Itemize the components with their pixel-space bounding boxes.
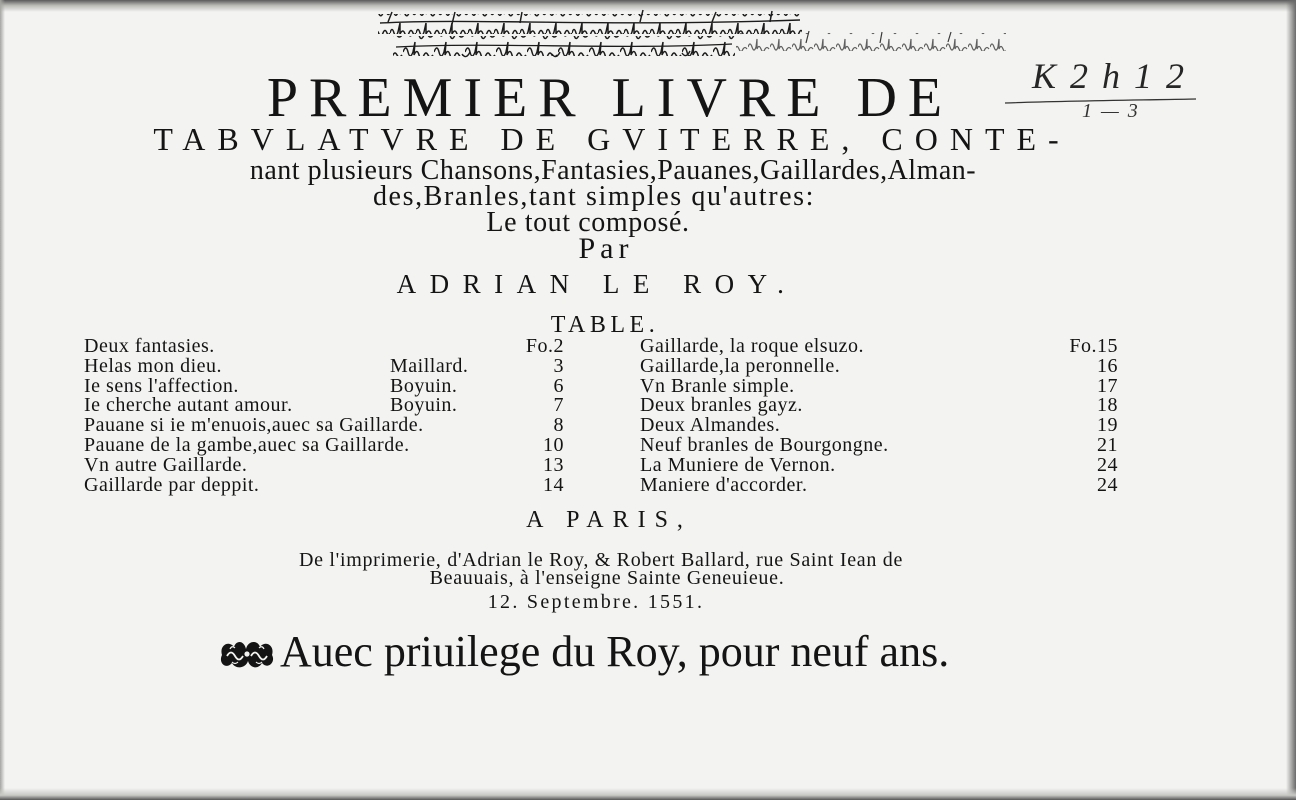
shelfmark-handwritten: K2h12 [1032,56,1199,96]
contents-right-column [640,337,1118,495]
folio-number: 13 [543,453,564,476]
title-line-2: TABVLATVRE DE GVITERRE, CONTE- [153,121,1071,157]
folio-number: 10 [543,433,564,456]
piece-title: Deux fantasies. [84,335,215,357]
folio-number: 24 [1097,473,1118,496]
title-line-3: nant plusieurs Chansons,Fantasies,Pauanes,Gaillardes,Alman- [249,155,977,186]
table-heading: TABLE. [550,312,660,338]
contents-row [84,337,564,357]
folio-number: 3 [553,354,564,377]
piece-title: Gaillarde, la roque elsuzo. [640,335,864,357]
piece-title: Helas mon dieu. [84,354,223,377]
composer-name: Boyuin. [390,394,458,417]
imprint-date: 12. Septembre. 1551. [487,591,705,613]
piece-title: Deux branles gayz. [640,394,803,417]
scan-edge-bottom [0,788,1296,800]
folio-number: 18 [1097,394,1118,417]
piece-title: Gaillarde par deppit. [84,473,260,496]
contents-row [84,453,564,476]
folio-number: 19 [1097,414,1118,437]
scan-edge-right [1286,0,1296,800]
shelfmark-subscript: 1 — 3 [1082,100,1140,122]
piece-title: Deux Almandes. [640,414,781,437]
contents-row [84,416,564,436]
composer-name: Maillard. [390,354,469,377]
folio-number: 7 [553,394,564,417]
folio-number: 16 [1097,354,1118,377]
contents-row [84,354,564,377]
piece-title: Pauane si ie m'enuois,auec sa Gaillarde. [84,414,424,437]
contents-row [640,453,1118,476]
contents-row [640,416,1118,436]
composer-name: Boyuin. [390,374,458,397]
imprint-line-1: De l'imprimerie, d'Adrian le Roy, & Robert Ballard, rue Saint Iean de [298,549,904,571]
fleuron-icon [218,637,276,671]
folio-number: 14 [543,473,564,496]
piece-title: Ie cherche autant amour. [84,394,293,417]
piece-title: La Muniere de Vernon. [640,453,836,476]
title-line-5: Le tout composé. [486,207,690,238]
title-line-4: des,Branles,tant simples qu'autres: [372,181,816,212]
folio-number: Fo.15 [1069,335,1118,357]
author-name: ADRIAN LE ROY. [396,269,798,299]
contents-row [640,337,1118,357]
folio-number: 21 [1097,433,1118,456]
piece-title: Maniere d'accorder. [640,473,808,496]
contents-row [84,433,564,456]
folio-number: 17 [1097,374,1118,397]
imprint-line-2: Beauuais, à l'enseigne Sainte Geneuieue. [429,567,785,589]
folio-number: 6 [553,374,564,397]
contents-row [640,354,1118,377]
piece-title: Ie sens l'affection. [84,374,239,397]
piece-title: Pauane de la gambe,auec sa Gaillarde. [84,433,410,456]
title-line-1: PREMIER LIVRE DE [266,67,954,129]
piece-title: Vn Branle simple. [640,374,795,397]
scan-edge-left [0,0,5,800]
title-by: Par [578,232,634,265]
imprint-city: A PARIS, [526,507,692,533]
contents-row [640,433,1118,456]
contents-left-column [84,337,564,495]
piece-title: Neuf branles de Bourgongne. [640,433,889,456]
contents-row [640,473,1118,496]
folio-number: 8 [553,414,564,437]
piece-title: Vn autre Gaillarde. [84,453,248,476]
folio-number: 24 [1097,453,1118,476]
privilege-line: Auec priuilege du Roy, pour neuf ans. [280,627,950,676]
folio-number: Fo.2 [525,335,564,357]
piece-title: Gaillarde,la peronnelle. [640,354,841,377]
contents-row [84,473,564,496]
